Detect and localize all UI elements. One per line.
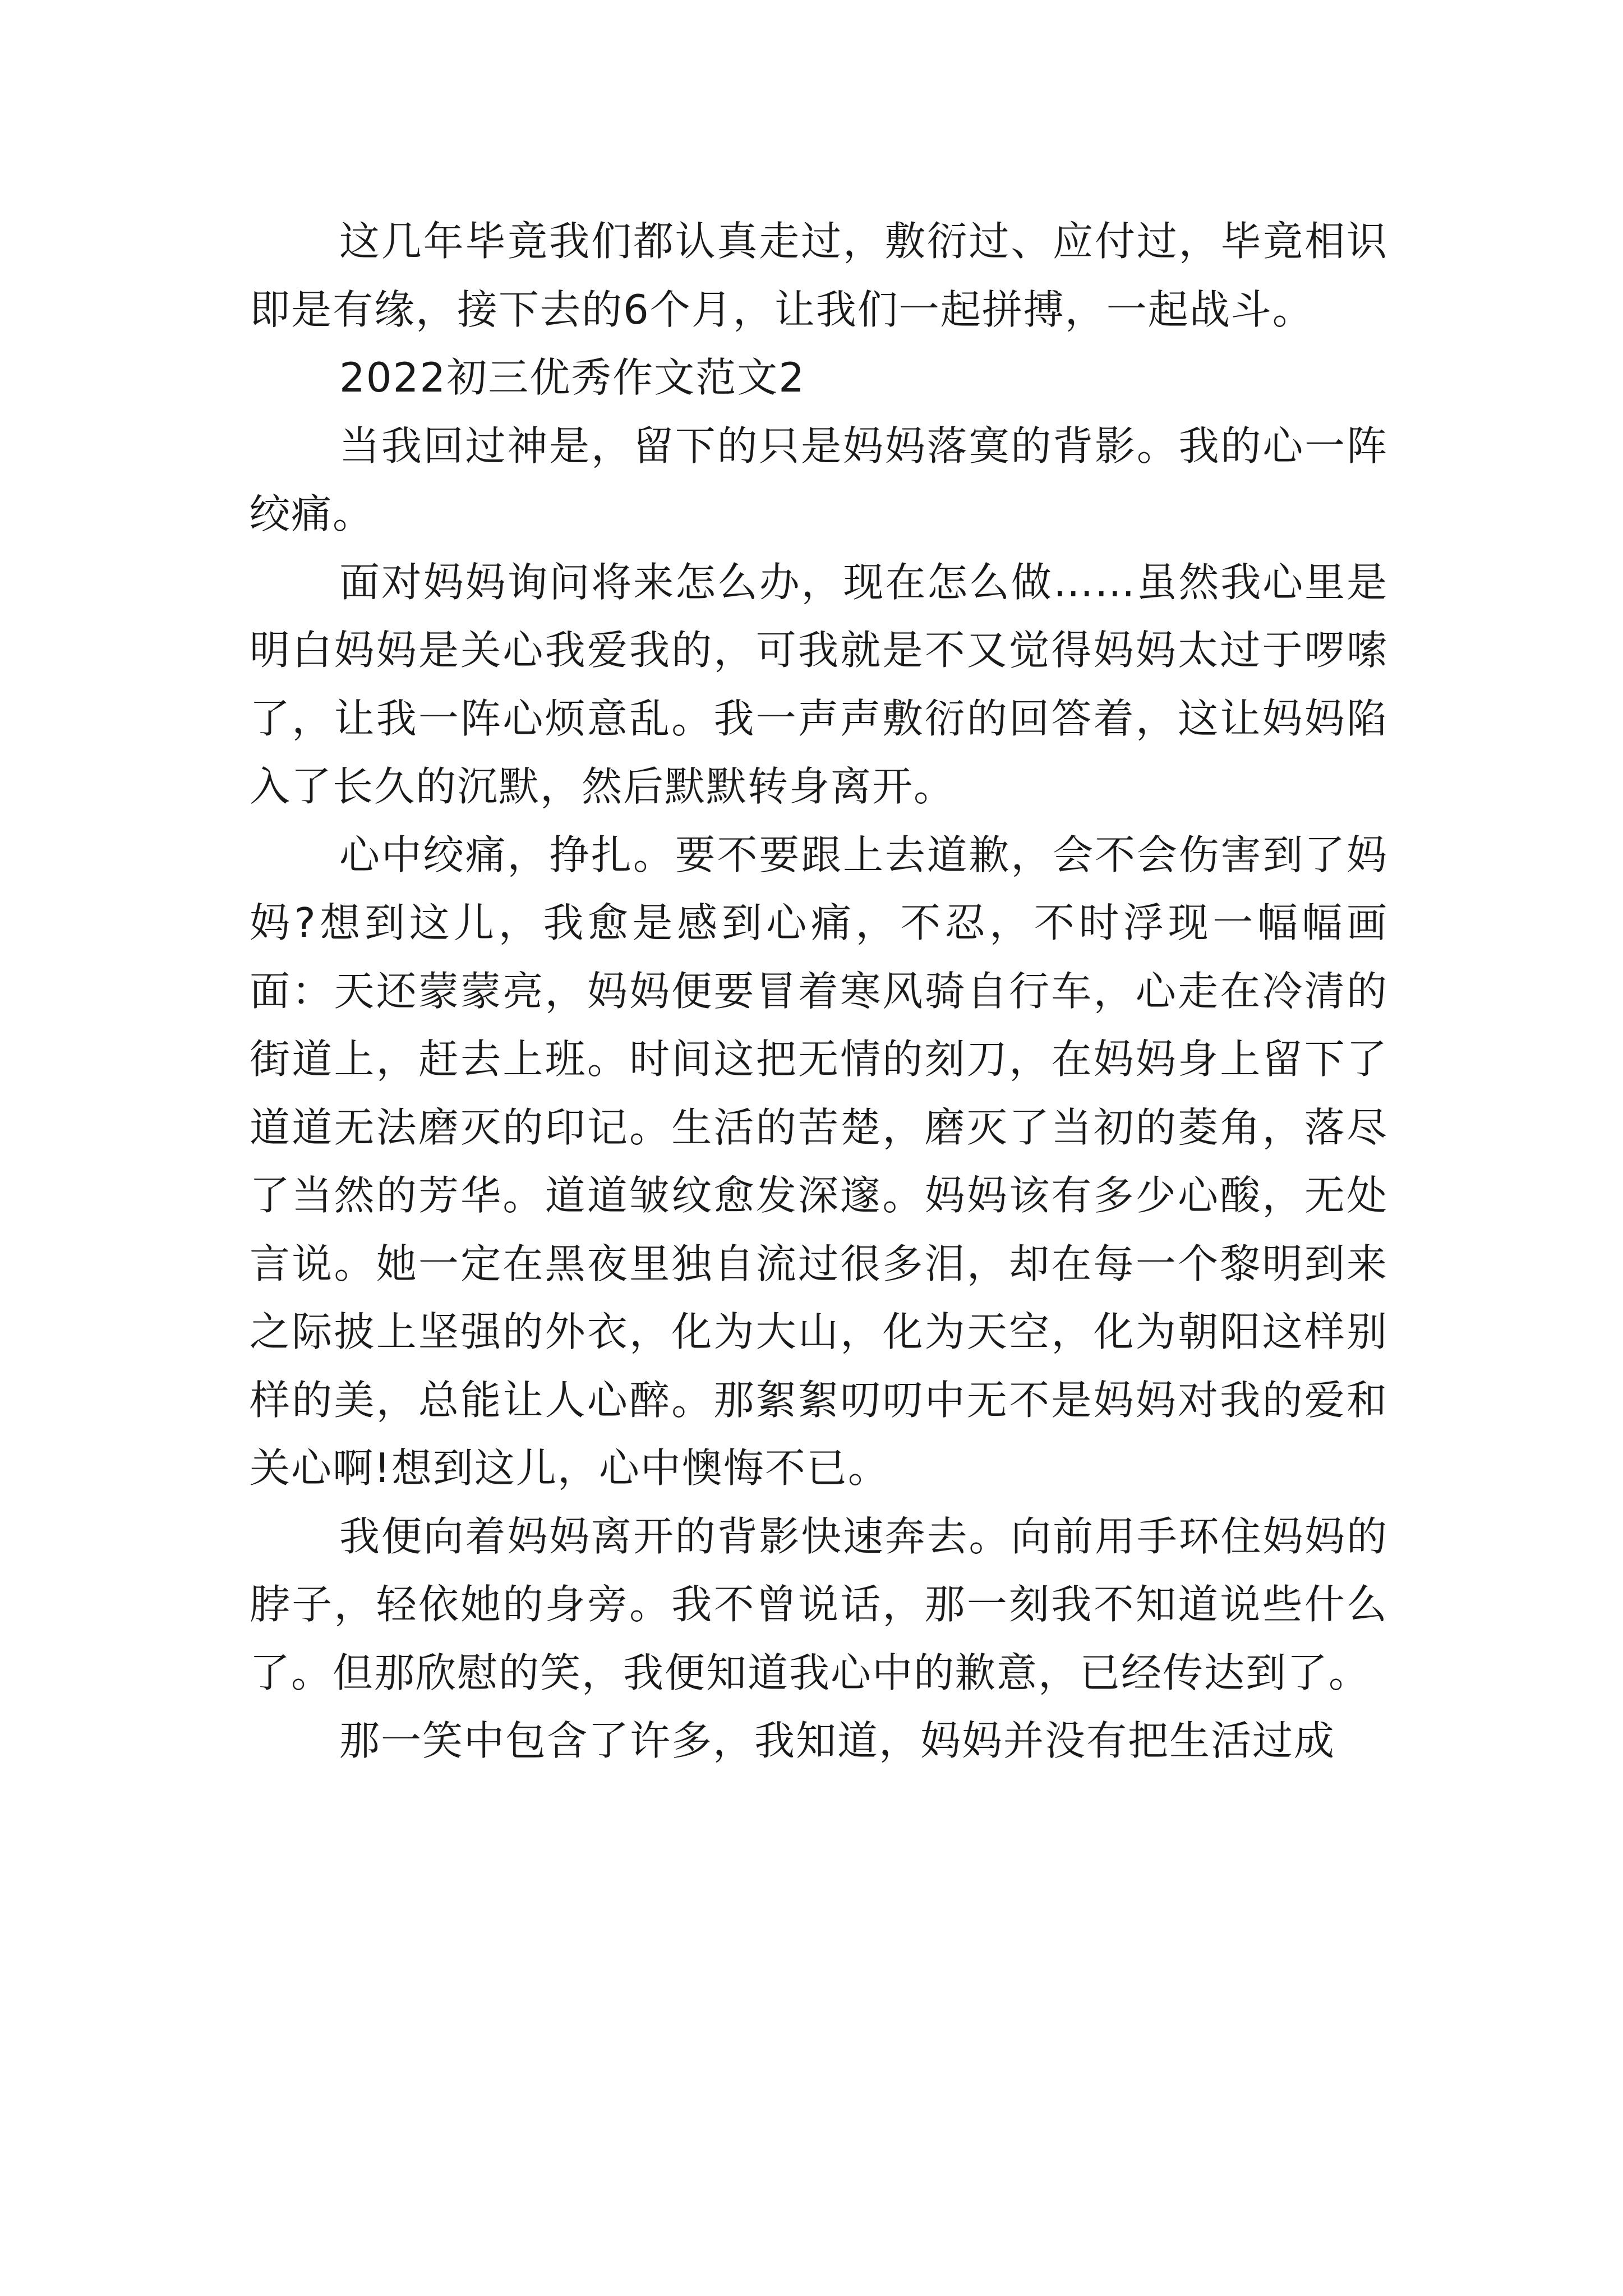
paragraph-4: 心中绞痛，挣扎。要不要跟上去道歉，会不会伤害到了妈妈?想到这儿，我愈是感到心痛，不忍，不时浮现一幅幅画面：天还蒙蒙亮，妈妈便要冒着寒风骑自行车，心走在冷清的街道上，赶去上班。时间这把无情的刻刀，在妈妈身上留下了道道无法磨灭的印记。生活的苦楚，磨灭了当初的菱角，落尽了当然的芳华。道道皱纹愈发深邃。妈妈该有多少心酸，无处言说。她一定在黑夜里独自流过很多泪，却在每一个黎明到来之际披上坚强的外衣，化为大山，化为天空，化为朝阳这样别样的美，总能让人心醉。那絮絮叨叨中无不是妈妈对我的爱和关心啊!想到这儿，心中懊悔不已。	[250, 831, 1388, 1492]
paragraph-3: 面对妈妈询问将来怎么办，现在怎么做……虽然我心里是明白妈妈是关心我爱我的，可我就是不又觉得妈妈太过于啰嗦了，让我一阵心烦意乱。我一声声敷衍的回答着，这让妈妈陷入了长久的沉默，然后默默转身离开。	[250, 558, 1388, 810]
paragraph-1: 这几年毕竟我们都认真走过，敷衍过、应付过，毕竟相识即是有缘，接下去的6个月，让我们一起拼搏，一起战斗。	[250, 218, 1388, 333]
document-body	[250, 208, 1388, 1775]
paragraph-5: 我便向着妈妈离开的背影快速奔去。向前用手环住妈妈的脖子，轻依她的身旁。我不曾说话，那一刻我不知道说些什么了。但那欣慰的笑，我便知道我心中的歉意，已经传达到了。	[250, 1512, 1388, 1696]
section-heading: 2022初三优秀作文范文2	[339, 354, 806, 401]
paragraph-2: 当我回过神是，留下的只是妈妈落寞的背影。我的心一阵绞痛。	[250, 422, 1388, 537]
paragraph-6: 那一笑中包含了许多，我知道，妈妈并没有把生活过成	[339, 1717, 1336, 1764]
